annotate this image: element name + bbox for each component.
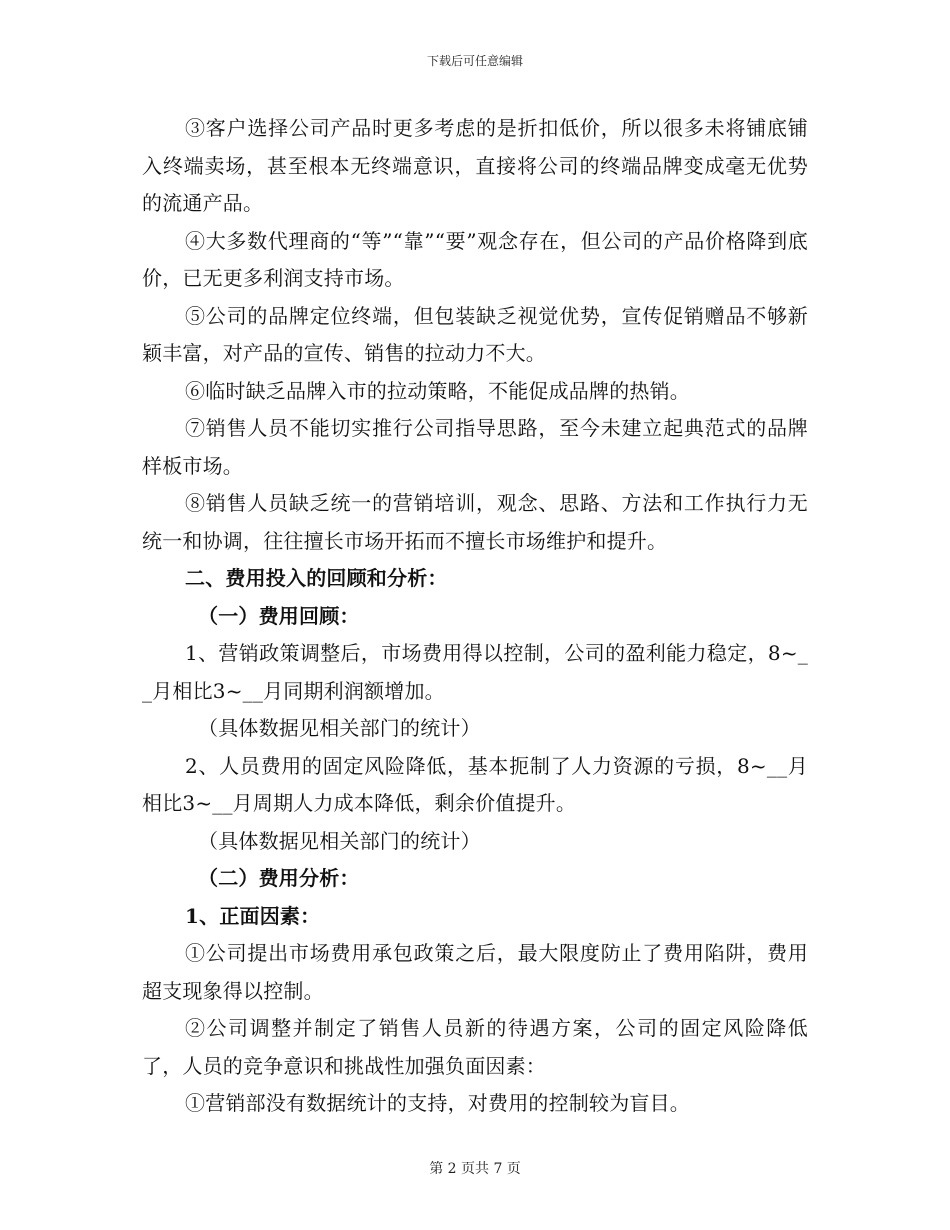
paragraph-positive-1: ①公司提出市场费用承包政策之后，最大限度防止了费用陷阱，费用超支现象得以控制。: [142, 941, 808, 1003]
paragraph-6: ⑥临时缺乏品牌入市的拉动策略，不能促成品牌的热销。: [185, 378, 690, 403]
paragraph-3: ③客户选择公司产品时更多考虑的是折扣低价，所以很多未将铺底铺入终端卖场，甚至根本无终端意识，直接将公司的终端品牌变成毫无优势的流通产品。: [142, 116, 808, 215]
paragraph-cost-review-2: 2、人员费用的固定风险降低，基本扼制了人力资源的亏损，8~__月相比3~__月周期人力成本降低，剩余价值提升。: [142, 753, 808, 815]
paragraph-positive-2: ②公司调整并制定了销售人员新的待遇方案，公司的固定风险降低了，人员的竞争意识和挑战性加强负面因素：: [142, 1016, 808, 1078]
paragraph-negative-1: ①营销部没有数据统计的支持，对费用的控制较为盲目。: [185, 1091, 690, 1115]
paragraph-7: ⑦销售人员不能切实推行公司指导思路，至今未建立起典范式的品牌样板市场。: [142, 416, 808, 478]
subsection-heading-cost-review: （一）费用回顾：: [198, 603, 360, 628]
paragraph-8: ⑧销售人员缺乏统一的营销培训，观念、思路、方法和工作执行力无统一和协调，往往擅长市场开拓而不擅长市场维护和提升。: [142, 491, 808, 553]
note-see-statistics-1: （具体数据见相关部门的统计）: [198, 716, 481, 740]
page-header: 下载后可任意编辑: [426, 54, 523, 68]
note-see-statistics-2: （具体数据见相关部门的统计）: [198, 828, 481, 853]
subsection-heading-cost-analysis: （二）费用分析：: [198, 866, 360, 890]
heading-positive-factors: 1、正面因素：: [185, 903, 321, 928]
page-footer: 第 2 页共 7 页: [429, 1161, 521, 1177]
paragraph-5: ⑤公司的品牌定位终端，但包装缺乏视觉优势，宣传促销赠品不够新颖丰富，对产品的宣传、销售的拉动力不大。: [142, 303, 808, 365]
paragraph-4: ④大多数代理商的“等”“靠”“要”观念存在，但公司的产品价格降到底价，已无更多利润支持市场。: [142, 228, 808, 290]
paragraph-cost-review-1: 1、营销政策调整后，市场费用得以控制，公司的盈利能力稳定，8~__月相比3~__月同期利润额增加。: [142, 641, 808, 703]
document-body: [142, 110, 808, 1123]
section-heading-2: 二、费用投入的回顾和分析：: [185, 566, 448, 590]
